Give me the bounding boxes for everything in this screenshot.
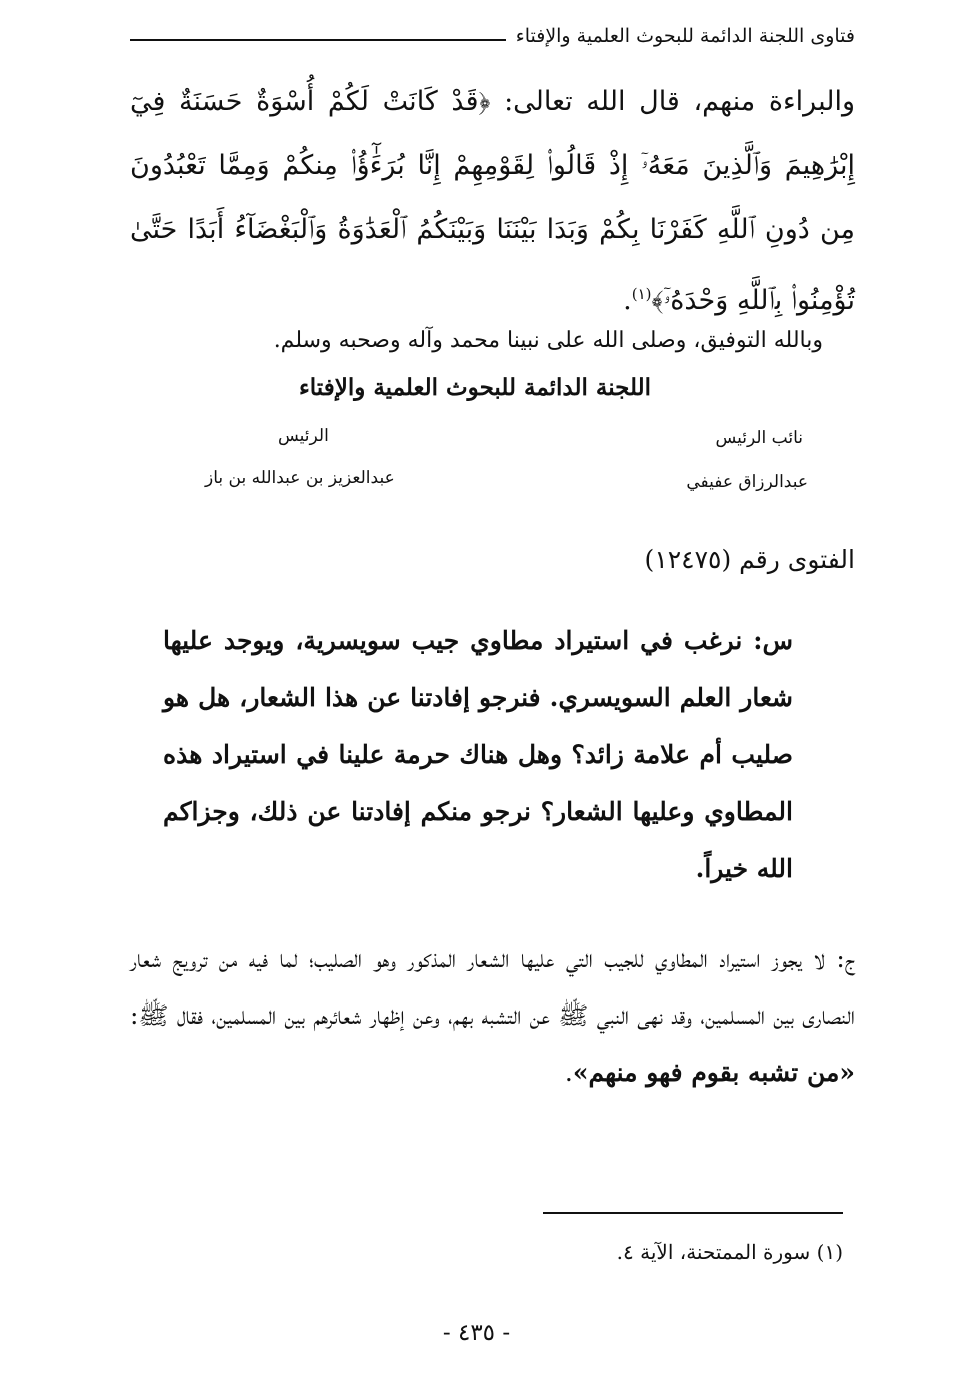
vice-chair-title: نائب الرئيس xyxy=(715,428,803,448)
question-paragraph: س: نرغب في استيراد مطاوي جيب سويسرية، ويوجد عليها شعار العلم السويسري. فنرجو إفادتنا عن هذا الشعار، هل هو صليب أم علامة زائد؟ وهل هناك حرمة علينا في استيراد هذه المطاوي وعليها الشعار؟ نرجو منكم إفادتنا عن ذلك، وجزاكم الله خيراً. xyxy=(163,626,793,883)
hadith-quote: «من تشبه بقوم فهو منهم» xyxy=(572,1058,855,1087)
running-head-title: فتاوى اللجنة الدائمة للبحوث العلمية والإفتاء xyxy=(515,25,855,47)
answer-text: ج: لا يجوز استيراد المطاوي للجيب التي عليها الشعار المذكور وهو الصليب؛ لما فيه من ترويج شعار النصارى بين المسلمين، وقد نهى النبي ﷺ عن التشبه بهم، وعن إظهار شعائرهم بين المسلمين، فقال ﷺ: xyxy=(130,944,855,1030)
fatwa-number: الفتوى رقم (١٢٤٧٥) xyxy=(644,545,855,574)
running-head xyxy=(130,22,855,50)
answer-paragraph xyxy=(130,930,855,1101)
committee-name: اللجنة الدائمة للبحوث العلمية والإفتاء xyxy=(298,374,652,401)
verse-end-mark: . xyxy=(623,285,632,316)
vice-chair-name: عبدالرزاق عفيفي xyxy=(686,472,808,492)
running-head-rule xyxy=(130,39,506,41)
verse-lead-text: والبراءة منهم، قال الله تعالى: xyxy=(490,86,855,117)
footnote: (١) سورة الممتحنة، الآية ٤. xyxy=(616,1240,843,1264)
quran-verse: ﴿قَدْ كَانَتْ لَكُمْ أُسْوَةٌ حَسَنَةٌ فِيٓ إِبْرَٰهِيمَ وَٱلَّذِينَ مَعَهُۥٓ إِذْ قَالُوا۟ لِقَوْمِهِمْ إِنَّا بُرَءَٰٓؤُا۟ مِنكُمْ وَمِمَّا تَعْبُدُونَ مِن دُونِ ٱللَّهِ كَفَرْنَا بِكُمْ وَبَدَا بَيْنَنَا وَبَيْنَكُمُ ٱلْعَدَٰوَةُ وَٱلْبَغْضَآءُ أَبَدًا حَتَّىٰ تُؤْمِنُوا۟ بِٱللَّهِ وَحْدَهُۥٓ﴾ xyxy=(130,86,855,316)
closing-prayer: وبالله التوفيق، وصلى الله على نبينا محمد وآله وصحبه وسلم. xyxy=(273,328,823,353)
footnote-reference: (١) xyxy=(631,285,652,303)
footnote-separator xyxy=(543,1212,843,1214)
page-number: - ٤٣٥ - xyxy=(442,1320,511,1346)
quran-verse-paragraph xyxy=(130,70,855,333)
chair-title: الرئيس xyxy=(278,426,329,446)
chair-name: عبدالعزيز بن عبدالله بن باز xyxy=(205,468,395,488)
answer-end-mark: . xyxy=(564,1058,573,1087)
